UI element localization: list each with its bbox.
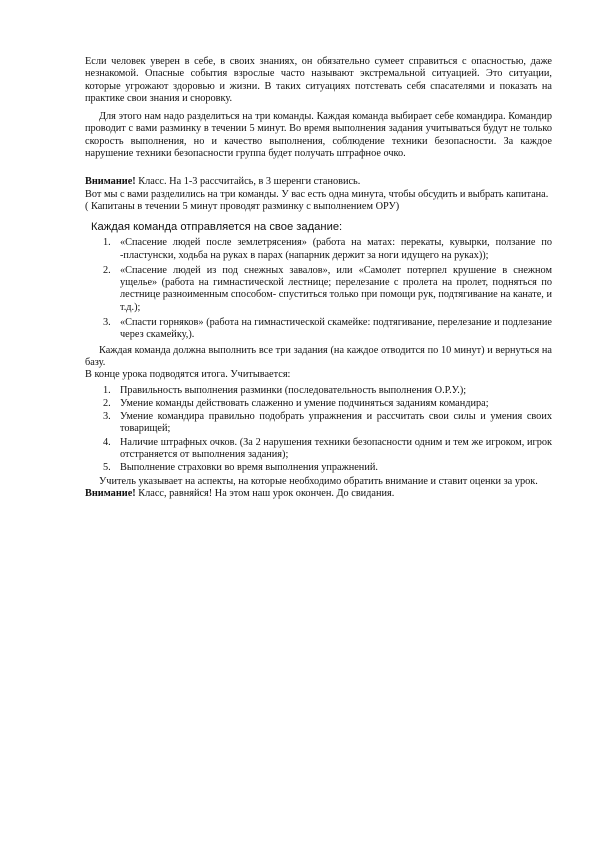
document-body: [85, 56, 552, 500]
list-item: [85, 265, 552, 314]
list-item: [85, 398, 552, 410]
list-text: «Спасение людей после землетрясения» (работа на матах: перекаты, кувырки, ползание по -пластунски, ходьба на руках в парах (напарник держит за ноги идущего на руках));: [120, 237, 552, 261]
command-text: Класс, равняйся! На этом наш урок окончен. До свидания.: [135, 487, 395, 499]
command-line-1: [85, 176, 552, 188]
list-number: 1.: [103, 237, 111, 249]
tasks-heading: Каждая команда отправляется на свое задание:: [91, 221, 343, 234]
list-text: Умение командира правильно подобрать упражнения и рассчитать свои силы и умения своих товарищей;: [120, 411, 552, 435]
list-number: 3.: [103, 317, 111, 329]
list-item: [85, 411, 552, 436]
list-item: [85, 437, 552, 462]
summary-line: В конце урока подводятся итога. Учитывается:: [85, 369, 291, 381]
attention-word: Внимание!: [85, 176, 136, 188]
command-line-2: [85, 488, 552, 500]
command-text: Класс. На 1-3 рассчитайсь, в 3 шеренги становись.: [135, 176, 361, 188]
list-number: 4.: [103, 436, 111, 448]
teacher-line: Учитель указывает на аспекты, на которые необходимо обратить внимание и ставит оценки за урок.: [99, 475, 538, 487]
list-text: «Спасение людей из под снежных завалов», или «Самолет потерпел крушение в снежном ущелье» (работа на гимнастической лестнице; перелезание с пролета на пролет, подняться по лестнице разноименным способом- спуститься только при помощи рук, подтягивание на канате, и т.д.);: [120, 264, 552, 313]
list-number: 2.: [103, 397, 111, 409]
criteria-list: [85, 385, 552, 475]
list-number: 1.: [103, 384, 111, 396]
intro-paragraph: Если человек уверен в себе, в своих знаниях, он обязательно сумеет справиться с опасностью, даже незнакомой. Опасные события взрослые часто называют экстремальной ситуацией. Это ситуации, которые угрожают здоровью и жизни. В таких ситуациях потстевать себя спасателями и показать на практике свои знания и сноровку.: [85, 56, 552, 104]
tasks-note: Каждая команда должна выполнить все три задания (на каждое отводится по 10 минут) и вернуться на базу.: [85, 344, 552, 368]
list-item: [85, 317, 552, 342]
teams-line: Вот мы с вами разделились на три команды. У вас есть одна минута, чтобы обсудить и выбрать капитана.: [85, 188, 549, 200]
division-paragraph: Для этого нам надо разделиться на три команды. Каждая команда выбирает себе командира. Командир проводит с вами разминку в течении 5 минут. Во время выполнения задания учитываться будут не только скорость выполнения, но и качество выполнения, соблюдение техники безопасности. За каждое нарушение техники безопасности группа будет получать штрафное очко.: [85, 111, 552, 160]
list-item: [85, 237, 552, 262]
list-text: Выполнение страховки во время выполнения упражнений.: [120, 462, 378, 474]
captains-line: ( Капитаны в течении 5 минут проводят разминку с выполнением ОРУ): [85, 200, 400, 212]
list-number: 2.: [103, 264, 111, 276]
tasks-list: [85, 237, 552, 341]
list-text: Умение команды действовать слаженно и умение подчиняться заданиям командира;: [120, 397, 489, 409]
list-item: [85, 385, 552, 397]
list-text: Наличие штрафных очков. (За 2 нарушения техники безопасности одним и тем же игроком, игрок отстраняется от выполнения задания);: [120, 436, 552, 461]
list-number: 3.: [103, 411, 111, 423]
attention-word: Внимание!: [85, 487, 136, 499]
list-item: [85, 462, 552, 474]
list-text: «Спасти горняков» (работа на гимнастической скамейке: подтягивание, перелезание и подлезание через скамейку,).: [120, 317, 552, 341]
list-number: 5.: [103, 462, 111, 474]
list-text: Правильность выполнения разминки (последовательность выполнения О.Р.У.);: [120, 384, 467, 396]
